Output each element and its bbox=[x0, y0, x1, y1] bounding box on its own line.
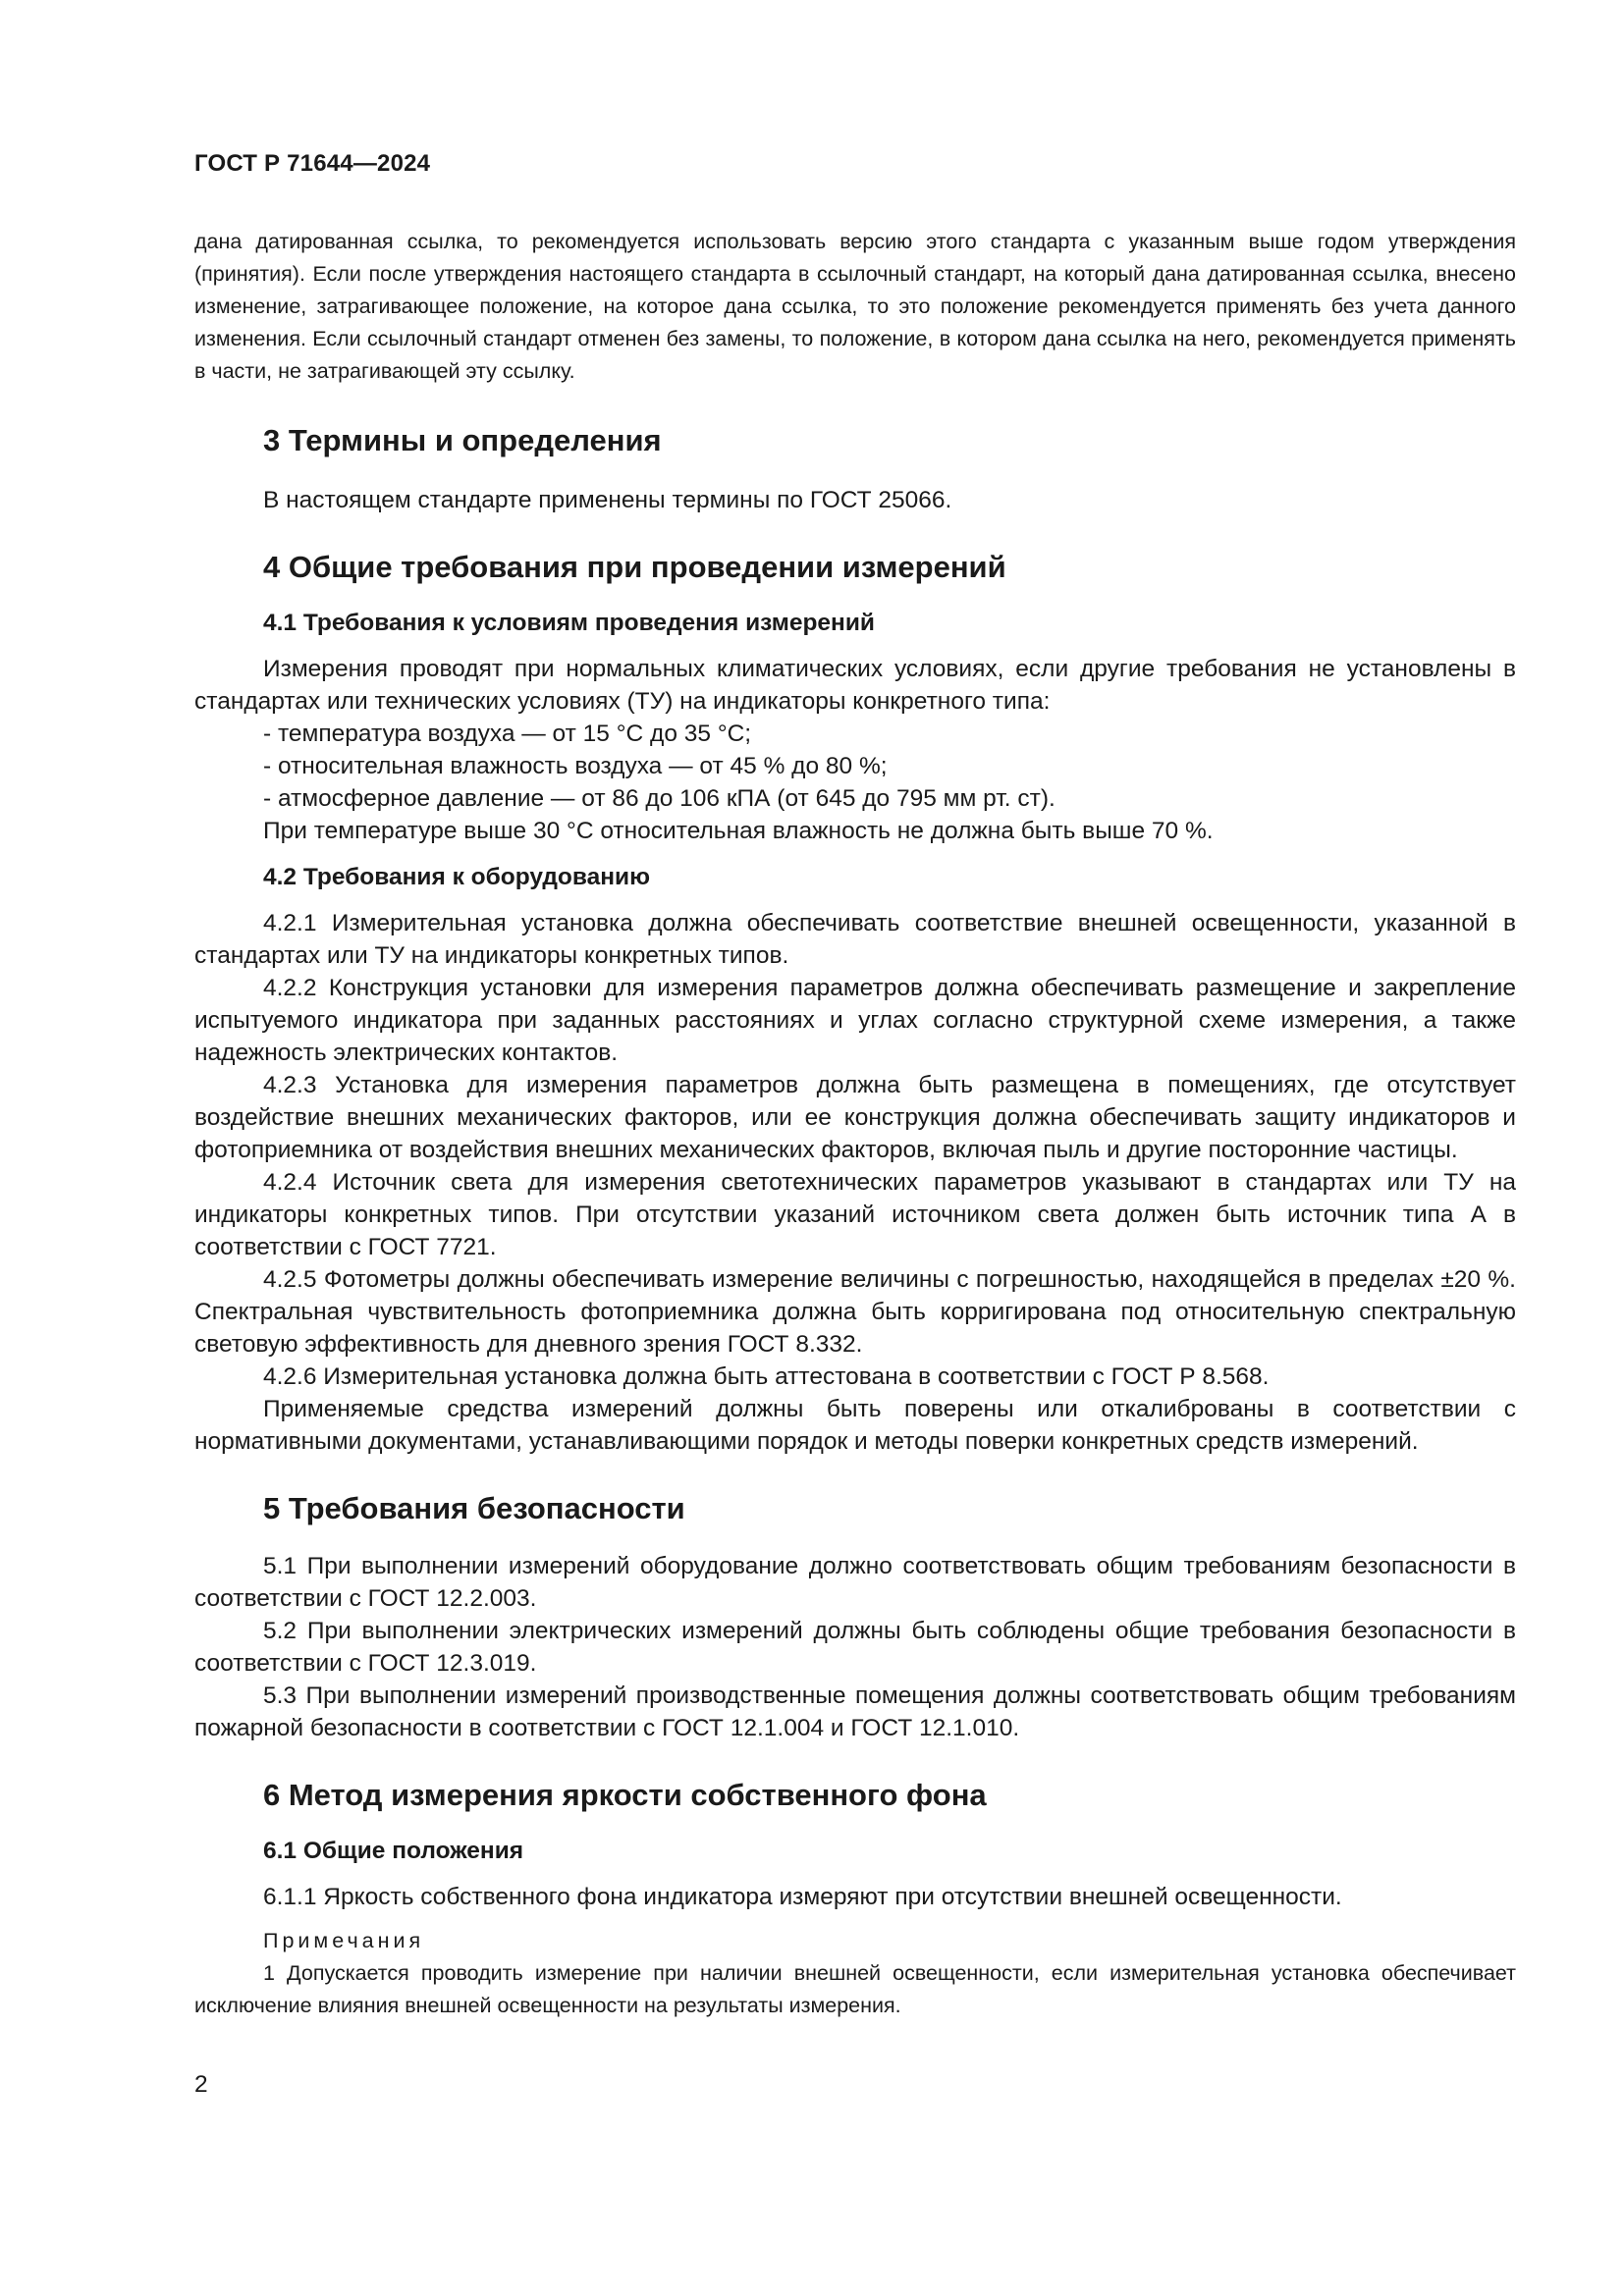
document-code-header: ГОСТ Р 71644—2024 bbox=[194, 150, 431, 177]
subsection-4-1-intro: Измерения проводят при нормальных климатических условиях, если другие требования не установлены в стандартах или технических условиях (ТУ) на индикаторы конкретного типа: bbox=[194, 656, 1516, 715]
section-4-heading: 4 Общие требования при проведении измерений bbox=[263, 550, 1006, 584]
clause-4-2-4: 4.2.4 Источник света для измерения светотехнических параметров указывают в стандартах или ТУ на индикаторы конкретных типов. При отсутствии указаний источником света должен быть источник типа А в соответствии с ГОСТ 7721. bbox=[194, 1169, 1516, 1260]
subsection-4-1-heading: 4.1 Требования к условиям проведения измерений bbox=[263, 610, 875, 636]
section-3-text: В настоящем стандарте применены термины по ГОСТ 25066. bbox=[263, 487, 952, 513]
section-3-heading: 3 Термины и определения bbox=[263, 423, 662, 457]
clause-4-2-3: 4.2.3 Установка для измерения параметров должна быть размещена в помещениях, где отсутствует воздействие внешних механических факторов, или ее конструкция должна обеспечивать защиту индикаторов и фотоприемника от воздействия внешних механических факторов, включая пыль и другие посторонние частицы. bbox=[194, 1072, 1516, 1163]
clause-5-3: 5.3 При выполнении измерений производственные помещения должны соответствовать общим требованиям пожарной безопасности в соответствии с ГОСТ 12.1.004 и ГОСТ 12.1.010. bbox=[194, 1682, 1516, 1741]
intro-paragraph: дана датированная ссылка, то рекомендуется использовать версию этого стандарта с указанным выше годом утверждения (принятия). Если после утверждения настоящего стандарта в ссылочный стандарт, на который дана датированная ссылка, внесено изменение, затрагивающее положение, на которое дана ссылка, то это положение рекомендуется применять без учета данного изменения. Если ссылочный стандарт отменен без замены, то положение, в котором дана ссылка на него, рекомендуется применять в части, не затрагивающей эту ссылку. bbox=[194, 230, 1516, 383]
page-content bbox=[194, 226, 1516, 2022]
section-5-heading: 5 Требования безопасности bbox=[263, 1491, 685, 1525]
subsection-6-1-heading: 6.1 Общие положения bbox=[263, 1838, 524, 1864]
clause-4-2-2: 4.2.2 Конструкция установки для измерения параметров должна обеспечивать размещение и закрепление испытуемого индикатора при заданных расстояниях и углах согласно структурной схеме измерения, а также надежность электрических контактов. bbox=[194, 975, 1516, 1066]
clause-5-1: 5.1 При выполнении измерений оборудование должно соответствовать общим требованиям безопасности в соответствии с ГОСТ 12.2.003. bbox=[194, 1553, 1516, 1612]
clause-4-2-note: Применяемые средства измерений должны быть поверены или откалиброваны в соответствии с нормативными документами, устанавливающими порядок и методы поверки конкретных средств измерений. bbox=[194, 1396, 1516, 1455]
list-item: - относительная влажность воздуха — от 45 % до 80 %; bbox=[263, 753, 888, 779]
note-1: 1 Допускается проводить измерение при наличии внешней освещенности, если измерительная установка обеспечивает исключение влияния внешней освещенности на результаты измерения. bbox=[194, 1961, 1516, 2017]
clause-4-2-6: 4.2.6 Измерительная установка должна быть аттестована в соответствии с ГОСТ Р 8.568. bbox=[263, 1363, 1270, 1390]
notes-title: Примечания bbox=[263, 1929, 425, 1952]
subsection-4-2-heading: 4.2 Требования к оборудованию bbox=[263, 864, 651, 890]
list-item: - температура воздуха — от 15 °С до 35 °С; bbox=[263, 721, 752, 747]
clause-4-2-1: 4.2.1 Измерительная установка должна обеспечивать соответствие внешней освещенности, указанной в стандартах или ТУ на индикаторы конкретных типов. bbox=[194, 910, 1516, 969]
list-item: - атмосферное давление — от 86 до 106 кПА (от 645 до 795 мм рт. ст). bbox=[263, 785, 1056, 812]
section-6-heading: 6 Метод измерения яркости собственного фона bbox=[263, 1778, 987, 1812]
page-number: 2 bbox=[194, 2071, 208, 2098]
clause-6-1-1: 6.1.1 Яркость собственного фона индикатора измеряют при отсутствии внешней освещенности. bbox=[263, 1884, 1342, 1910]
subsection-4-1-after: При температуре выше 30 °С относительная влажность не должна быть выше 70 %. bbox=[263, 818, 1214, 844]
clause-4-2-5: 4.2.5 Фотометры должны обеспечивать измерение величины с погрешностью, находящейся в пределах ±20 %. Спектральная чувствительность фотоприемника должна быть корригирована под относительную спектральную световую эффективность для дневного зрения ГОСТ 8.332. bbox=[194, 1266, 1516, 1358]
clause-5-2: 5.2 При выполнении электрических измерений должны быть соблюдены общие требования безопасности в соответствии с ГОСТ 12.3.019. bbox=[194, 1618, 1516, 1677]
